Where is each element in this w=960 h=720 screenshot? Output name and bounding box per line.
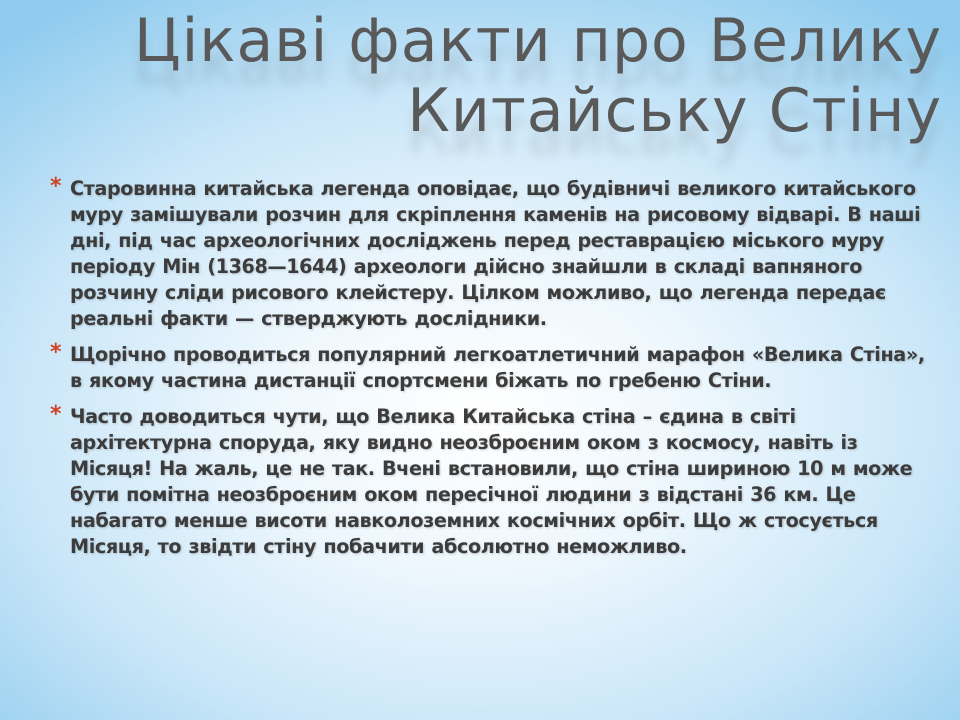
asterisk-bullet-icon: * (50, 340, 62, 365)
bullet-item (46, 404, 926, 560)
bullet-text: Щорічно проводиться популярний легкоатлетичний марафон «Велика Стіна», в якому частина дистанції спортсмени біжать по гребеню Стіни. (70, 343, 925, 392)
bullet-item (46, 176, 926, 332)
asterisk-bullet-icon: * (50, 174, 62, 199)
bullet-list (46, 176, 926, 570)
bullet-text: Часто доводиться чути, що Велика Китайська стіна – єдина в світі архітектурна споруда, яку видно неозброєним оком з космосу, навіть із Місяця! На жаль, це не так. Вчені встановили, що стіна шириною 10 м може бути помітна неозброєним оком пересічної людини з відстані 36 км. Це набагато менше висоти навколоземних космічних орбіт. Що ж стосується Місяця, то звідти стіну побачити абсолютно неможливо. (70, 405, 913, 558)
asterisk-bullet-icon: * (50, 402, 62, 427)
bullet-item (46, 342, 926, 394)
bullet-text: Старовинна китайська легенда оповідає, що будівничі великого китайського муру замішували розчин для скріплення каменів на рисовому відварі. В наші дні, під час археологічних досліджень перед реставрацією міського муру періоду Мін (1368—1644) археологи дійсно знайшли в складі вапняного розчину сліди рисового клейстеру. Цілком можливо, що легенда передає реальні факти — стверджують дослідники. (70, 177, 921, 330)
slide-title: Цікаві факти про Велику Китайську Стіну (134, 6, 942, 146)
